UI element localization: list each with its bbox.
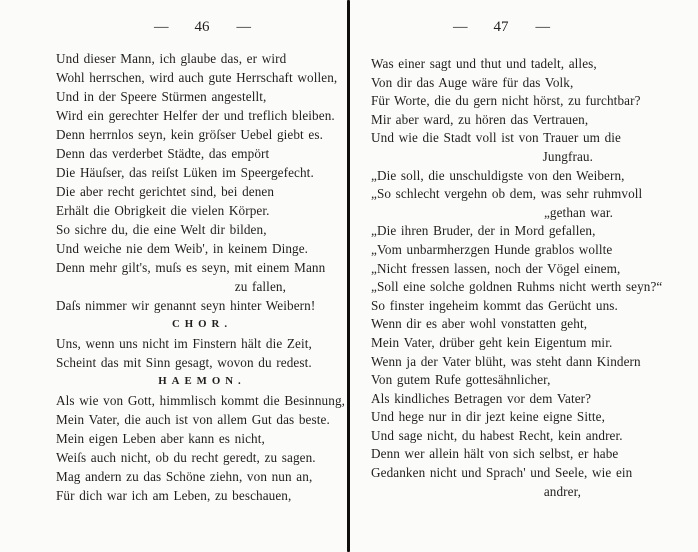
verse-line: Und in der Speere Stürmen angestellt, [56, 89, 267, 104]
verse-line: Und hege nur in dir jezt keine eigne Sitte, [371, 409, 605, 425]
verse-line: Denn wer allein hält von sich selbst, er habe [371, 446, 619, 462]
verse-line: Wenn ja der Vater blüht, was steht dann Kindern [371, 353, 641, 369]
verse-line: Die Häuſser, das reiſst Lüken im Speergefecht. [56, 165, 314, 180]
verse-line: Mein Vater, drüber geht kein Eigentum mir. [371, 334, 613, 350]
verse-line: Jungfrau. [542, 148, 593, 164]
verse-line: zu fallen, [234, 279, 286, 294]
header-dash: — [154, 18, 168, 35]
header-dash: — [535, 18, 549, 35]
speaker-heading: CHOR. [171, 318, 233, 330]
verse-line: „Die soll, die unschuldigste von den Weibern, [371, 167, 625, 183]
verse-line: Denn herrnlos seyn, kein gröſser Uebel giebt es. [56, 127, 323, 142]
verse-line: So finster ingeheim kommt das Gerücht uns. [371, 297, 618, 313]
verse-line: So sichre du, die eine Welt dir bilden, [56, 222, 267, 237]
verse-line: Erhält die Obrigkeit die vielen Körper. [56, 203, 270, 218]
verse-line: Mag andern zu das Schöne ziehn, von nun an, [56, 469, 313, 484]
verse-line: Wenn dir es aber wohl vonstatten geht, [371, 316, 588, 332]
header-dash: — [236, 18, 250, 35]
verse-line: „Die ihren Bruder, der in Mord gefallen, [371, 223, 596, 239]
verse-lines-left [56, 49, 348, 505]
verse-line: „Soll eine solche goldnen Ruhms nicht werth seyn?“ [371, 279, 663, 295]
page-number-right: 47 [493, 18, 509, 35]
verse-line: Uns, wenn uns nicht im Finstern hält die Zeit, [56, 336, 312, 351]
page-header-right [371, 17, 631, 37]
verse-lines-right [371, 55, 681, 501]
verse-line: Scheint das mit Sinn gesagt, wovon du redest. [56, 355, 312, 370]
verse-line: Und sage nicht, du habest Recht, kein andrer. [371, 427, 623, 443]
header-dash: — [453, 18, 467, 35]
page-header-left [56, 17, 348, 37]
verse-line: Mein eigen Leben aber kann es nicht, [56, 431, 265, 446]
verse-line: Die aber recht gerichtet sind, bei denen [56, 184, 275, 199]
verse-line: andrer, [543, 483, 581, 499]
verse-line: Für dich war ich am Leben, zu beschauen, [56, 488, 292, 503]
page-left [56, 0, 348, 505]
verse-line: Von dir das Auge wäre für das Volk, [371, 74, 574, 90]
verse-line: Und dieser Mann, ich glaube das, er wird [56, 51, 287, 66]
verse-line: Denn das verderbet Städte, das empört [56, 146, 270, 161]
verse-line: Weiſs auch nicht, ob du recht geredt, zu sagen. [56, 450, 316, 465]
verse-line: „Nicht fressen lassen, noch der Vögel einem, [371, 260, 621, 276]
verse-line: „So schlecht vergehn ob dem, was sehr ruhmvoll [371, 186, 643, 202]
verse-line: „Vom unbarmherzgen Hunde grablos wollte [371, 241, 613, 257]
verse-line: Und weiche nie dem Weib', in keinem Dinge. [56, 241, 309, 256]
verse-line: Mein Vater, die auch ist von allem Gut das beste. [56, 412, 330, 427]
verse-line: Als kindliches Betragen vor dem Vater? [371, 390, 592, 406]
verse-line: „gethan war. [543, 204, 613, 220]
verse-line: Wohl herrschen, wird auch gute Herrschaft wollen, [56, 70, 338, 85]
verse-line: Von gutem Rufe gottesähnlicher, [371, 372, 551, 388]
speaker-heading: HAEMON. [158, 375, 246, 387]
verse-line: Was einer sagt und thut und tadelt, alles, [371, 56, 597, 71]
page-number-left: 46 [194, 18, 210, 35]
verse-line: Für Worte, die du gern nicht hörst, zu furchtbar? [371, 93, 641, 109]
page-right [371, 0, 681, 501]
verse-line: Daſs nimmer wir genannt seyn hinter Weibern! [56, 298, 316, 313]
verse-line: Mir aber ward, zu hören das Vertrauen, [371, 111, 589, 127]
verse-line: Und wie die Stadt voll ist von Trauer um die [371, 130, 621, 146]
verse-line: Als wie von Gott, himmlisch kommt die Besinnung, [56, 393, 346, 408]
verse-line: Gedanken nicht und Sprach' und Seele, wie ein [371, 465, 633, 481]
verse-line: Denn mehr gilt's, muſs es seyn, mit einem Mann [56, 260, 326, 275]
verse-line: Wird ein gerechter Helfer der und treflich bleiben. [56, 108, 335, 123]
